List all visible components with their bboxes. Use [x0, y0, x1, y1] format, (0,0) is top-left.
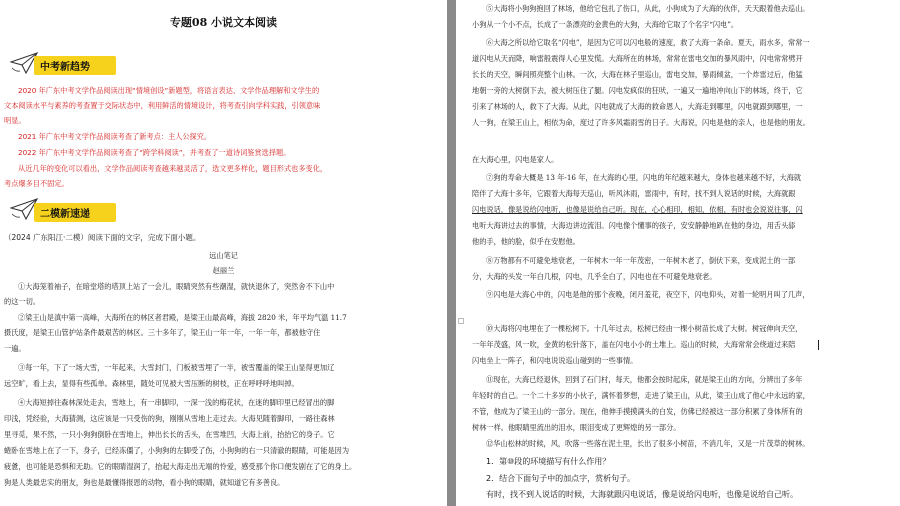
- story-paragraph-line: 树林一样。他眼睛里流出的泪水，眼泪变成了更辉煌的另一部分。: [472, 423, 681, 432]
- document-page-right: [456, 0, 900, 506]
- page-title: 专题08 小说文本阅读: [169, 16, 278, 29]
- story-paragraph-line: 小狗从一个小不点，长成了一条漂亮的金黄色的大狗，大海给它取了个名字“闪电”。: [472, 20, 739, 29]
- story-paragraph-line: ⑪现在，大海已经退休，回到了石门村，每天，他都会按时起床，就是梁王山的方向，分辨出了多年: [486, 375, 803, 384]
- trend-line: 2021 年广东中考文学作品阅读考查了新考点：主人公探究。: [18, 132, 212, 141]
- story-paragraph-line: 道闪电从天而降，响雷般震得人心里发慌。大海所在的林场，常常在雷电交加的暴风雨中，闪电常常劈开: [472, 54, 803, 63]
- story-paragraph-line: ③每一年，下了一场大雪，一年起来，大雪封门，门板被雪埋了一半，被雪覆盖的梁王山显得更加辽: [18, 363, 335, 372]
- story-paragraph-line: 人一狗，在梁王山上，相依为命，度过了许多风霜雨雪的日子。大海说，闪电是他的亲人，也是他的朋友。: [472, 118, 810, 127]
- story-paragraph-line: ⑧万物都有不可避免地衰老，一年树木一年一年茂密，一年树木老了，倒伏下来，变成泥土的一部: [486, 256, 796, 265]
- question-intro: （2024 广东阳江·二模）阅读下面的文字，完成下面小题。: [4, 233, 201, 242]
- story-paragraph-line: ⑫华山松林的时候，风，吹落一些落在泥土里，长出了很多小树苗，不消几年，又是一片茂草的树林。: [486, 439, 810, 448]
- trend-line: 2020 年广东中考文学作品阅读出现“情境创设”新题型，将语言表达、文学作品理解和文学生的: [18, 86, 320, 95]
- margin-anchor-icon: [458, 318, 464, 324]
- story-paragraph-line: 电听大海讲过去的事情，大海边讲边流泪。闪电像个懂事的孩子，安安静静地趴在他的身边，用舌头舔: [472, 221, 796, 230]
- story-paragraph-line: 蜷卧在雪地上在了一下，身子，已经冻僵了，小狗狗的左脚受了伤，小狗狗的右一只清澈的眼睛，可能是因为: [4, 446, 350, 455]
- story-paragraph-line: ⑦狗的寿命大概是 13 年-16 年，在大海的心里，闪电的年纪越来越大，身体也越来越不好，大海就: [486, 173, 802, 182]
- story-paragraph-line: ①大海笼着袖子，在暗堂塔的塔顶上站了一会儿，眼睛突然有些潮湿，就快退休了，突然舍不下山中: [18, 282, 335, 291]
- story-paragraph-line: 闪电说话，像是说给闪电听，也像是说给自己听。现在，心心相印，相知，依相，有时也会说说往事，闪: [472, 205, 803, 214]
- story-paragraph-line: 陪伴了大海十多年，它跟着大海每天巡山，听风沐雨，雷雨中，有时，找不到人说话的时候，大海就跟: [472, 189, 796, 198]
- trend-line: 考点爆多目不固定。: [4, 179, 69, 188]
- story-paragraph-line: 闪电坐上一阵子，和闪电说说巡山碰到的一些事情。: [472, 356, 638, 365]
- question-1: 1．第⑩段的环境描写有什么作用？: [486, 457, 611, 466]
- section-banner-mock: 二模新速递: [34, 203, 116, 222]
- story-paragraph-line: 狗是人类最忠实的朋友，狗也是最懂得报恩的动物，看小狗的眼睛，就知道它有多善良。: [4, 478, 285, 487]
- story-paragraph-line: ②梁王山是滇中第一高峰，大海所在的林区者君殿，是梁王山最高峰，海拔 2820 米，年平均气温 11.7: [18, 313, 347, 322]
- story-paragraph-line: 一遍。: [4, 344, 26, 353]
- trend-line: 2022 年广东中考文学作品阅读考查了“跨学科阅读”，并考查了一道诗词鉴赏选择题。: [18, 148, 291, 157]
- story-paragraph-line: 在大海心里，闪电是家人。: [472, 155, 559, 164]
- story-paragraph-line: 远空旷，看上去，显得有些孤单。森林里，随处可见被大雪压断的树枝，正在呼呼呼地叫掉。: [4, 379, 299, 388]
- story-paragraph-line: 摄氏度，是梁王山管护站条件最艰苦的林区。三十多年了，梁王山一年一年，一年一年，都被他守住: [4, 328, 321, 337]
- story-paragraph-line: ④大海短掉往森林深处走去，雪地上，有一串脚印，一深一浅的梅花状，在迷的脚印里已经冒出的脚: [18, 398, 335, 407]
- story-paragraph-line: ⑩大海将闪电埋在了一棵松树下。十几年过去，松树已经由一棵小树苗长成了大树。树冠伸向天空，: [486, 324, 803, 333]
- trend-line: 明显。: [4, 116, 26, 125]
- story-paragraph-line: 一年年茂盛，风一吹，金黄的松针落下，盖在闪电小小的土堆上。巡山的时候，大海常常会绕道过来陪: [472, 340, 796, 349]
- story-paragraph-line: ⑨闪电是大海心中的，闪电是他的那个夜晚，闭月羞花，夜空下，闪电仰头，对着一轮明月叫了几声，: [486, 290, 810, 299]
- story-paragraph-line: 里寻觅，果不然，一只小狗狗倒卧在雪地上，伸出长长的舌头，在雪堆凹，大海上前，抬抬它的身子。它: [4, 430, 335, 439]
- trend-line: 从近几年的变化可以看出，文学作品阅读考查越来越灵活了，选文更多样化，题目形式也多变化，: [18, 164, 328, 173]
- question-2: 2．结合下面句子中的加点字，赏析句子。: [486, 474, 636, 483]
- story-paragraph-line: 长长的天空，瞬间照亮整个山林。一次，大海在林子里巡山，雷电交加，暴雨倾盆，一个炸雷过后，他猛: [472, 70, 803, 79]
- story-paragraph-line: ⑤大海将小狗狗抱回了林场，他给它包扎了伤口，从此，小狗成为了大海的伙伴，天天跟着他去巡山。: [486, 4, 810, 13]
- story-paragraph-line: 他的手，他的脸，似乎在安慰他。: [472, 237, 580, 246]
- story-paragraph-line: ⑥大海之所以给它取名“闪电”，是因为它可以闪电般的速度，救了大海一条命。夏天，雨水多，常常一: [486, 38, 810, 47]
- story-paragraph-line: 疲惫，也可能是恐惧和无助。它的眼睛湿润了，抬起大海走出无端的怜爱，感受那个你口便发剧在了它的身上。: [4, 462, 357, 471]
- story-author: 赵丽兰: [212, 266, 235, 275]
- text-cursor: [818, 340, 819, 350]
- story-paragraph-line: 不管，他成为了梁王山的一部分。现在，他伸手摸摸满头的白发，仿佛已经被这一部分积累了身体所有的: [472, 407, 803, 416]
- trend-line: 文本阅读水平与素养的考查置于交际状态中，利用鲜活的情境设计，将考查引向学科实践，引领意味: [4, 101, 321, 110]
- document-page-left: [0, 0, 447, 506]
- story-paragraph-line: 地朝一旁的大树倒下去，被大树压住了腿。闪电发疯似的狂吠，一遍又一遍地冲向山下的林场，终于，它: [472, 86, 803, 95]
- section-banner-trend: 中考新趋势: [34, 56, 116, 75]
- story-paragraph-line: 引来了林场的人，救下了大海。从此，闪电就成了大海的救命恩人，大海走到哪里，闪电就跟到哪里，一: [472, 102, 803, 111]
- story-title: 远山笔记: [209, 251, 238, 260]
- story-paragraph-line: 的这一切。: [4, 297, 40, 306]
- story-paragraph-line: 年轻时的自己。一个二十多岁的小伙子，满怀着梦想，走进了梁王山，从此，梁王山成了他心中永远的家，: [472, 391, 810, 400]
- story-paragraph-line: 分，大海的头发一年白几根，闪电，几乎全白了，闪电也在不可避免地衰老。: [472, 272, 717, 281]
- story-paragraph-line: 印浅，凭经验，大海猜测，这应该是一只受伤的狗，刚刚从雪地上走过去。大海见随着脚印，一路往森林: [4, 414, 335, 423]
- page-gap: [447, 0, 456, 506]
- question-2-sentence: 有时，找不到人说话的时候，大海就跟闪电说话，像是说给闪电听，也像是说给自己听。: [486, 490, 798, 499]
